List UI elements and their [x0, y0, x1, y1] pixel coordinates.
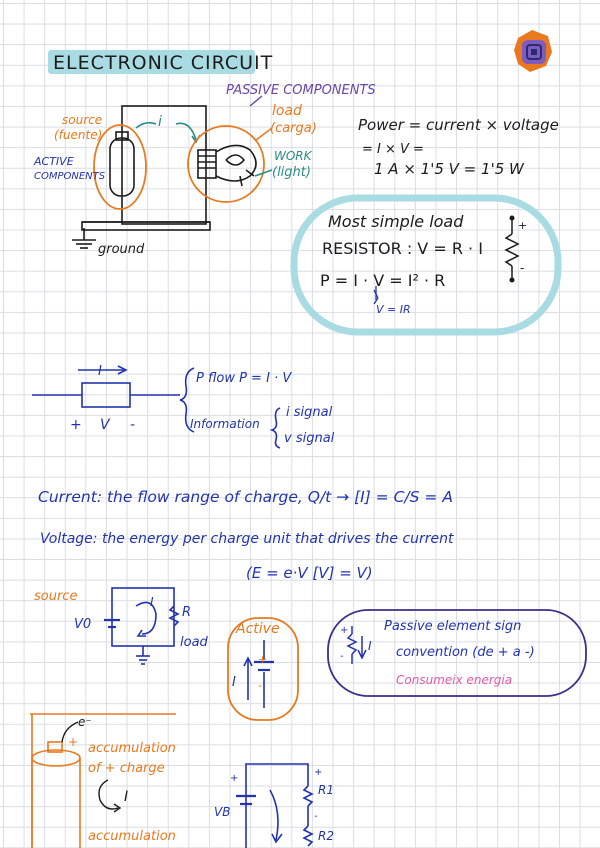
vb-label: VB — [214, 805, 231, 819]
current-i-label: i — [158, 114, 162, 130]
of-charge-label: of + charge — [88, 761, 165, 776]
ground-label: ground — [98, 242, 145, 257]
consumes-energy-label: Consumeix energia — [396, 673, 513, 687]
load-label: load — [272, 103, 302, 119]
most-simple-load-heading: Most simple load — [328, 212, 464, 231]
stamp-logo-icon — [514, 30, 552, 72]
passive-sign-convention: convention (de + a -) — [396, 645, 535, 660]
series-minus: - — [314, 811, 318, 822]
work-label: WORK — [274, 149, 312, 163]
passive-resistor-icon — [348, 626, 366, 664]
page-title: ELECTRONIC CIRCUIT — [53, 52, 274, 74]
energy-formula: (E = e·V [V] = V) — [246, 564, 373, 582]
accumulation-label-2: accumulation — [88, 829, 176, 844]
element-plus: + — [70, 417, 82, 433]
source-r-label: R — [182, 605, 192, 620]
power-formula-line1: Power = current × voltage — [358, 116, 559, 134]
v-signal-label: v signal — [284, 431, 335, 446]
passive-plus: + — [340, 625, 349, 636]
element-current-label: I — [98, 364, 102, 379]
p-flow-label: P flow P = I · V — [196, 371, 292, 386]
capacitor-i-label: I — [124, 789, 129, 805]
fuente-label: (fuente) — [54, 128, 103, 142]
power-formula-line2: = I × V = — [362, 142, 424, 157]
v0-label: V0 — [74, 617, 92, 632]
passive-i-label: I — [368, 639, 372, 653]
series-plus-2: + — [314, 767, 323, 778]
element-v: V — [100, 417, 110, 433]
r1-label: R1 — [318, 783, 334, 797]
source-load-label: load — [180, 635, 208, 650]
source-circuit-diagram — [104, 588, 178, 664]
passive-minus: - — [340, 651, 344, 662]
power-resistor-formula: P = I · V = I² · R — [320, 271, 446, 290]
source-i-label: I — [150, 595, 154, 609]
passive-sign-title: Passive element sign — [384, 619, 522, 634]
active-source-icon — [244, 640, 274, 708]
electron-label: e⁻ — [78, 715, 92, 729]
i-signal-label: i signal — [286, 405, 333, 420]
resistor-icon — [506, 216, 518, 282]
components-label: COMPONENTS — [34, 171, 106, 182]
resistor-formula: RESISTOR : V = R · I — [322, 239, 483, 258]
voltage-definition: Voltage: the energy per charge unit that drives the current — [40, 531, 454, 547]
load-highlight-circle — [188, 126, 264, 202]
resistor-plus: + — [518, 219, 528, 232]
active-box-label: Active — [236, 621, 280, 637]
current-definition: Current: the flow range of charge, Q/t → [I] = C/S = A — [38, 488, 453, 506]
series-plus-1: + — [230, 773, 239, 784]
carga-label: (carga) — [270, 121, 317, 136]
current-arrow-icon — [136, 123, 156, 128]
information-label: Information — [190, 417, 260, 431]
active-label: ACTIVE — [34, 155, 74, 168]
capacitor-plus: + — [68, 735, 79, 749]
ohm-sub-label: V = IR — [376, 303, 411, 316]
power-formula-line3: 1 A × 1'5 V = 1'5 W — [374, 160, 524, 178]
series-circuit-diagram — [236, 764, 312, 848]
capacitor-cylinder-icon — [32, 742, 80, 848]
active-i-label: I — [232, 675, 236, 690]
light-label: (light) — [272, 165, 311, 180]
source-circuit-label: source — [34, 589, 78, 604]
accumulation-label-1: accumulation — [88, 741, 176, 756]
source-label: source — [62, 113, 103, 127]
r2-label: R2 — [318, 829, 334, 843]
element-minus: - — [130, 417, 136, 433]
resistor-minus: - — [520, 261, 525, 275]
active-minus: - — [258, 679, 262, 692]
active-plus: + — [258, 653, 268, 666]
passive-components-label: PASSIVE COMPONENTS — [226, 83, 376, 98]
